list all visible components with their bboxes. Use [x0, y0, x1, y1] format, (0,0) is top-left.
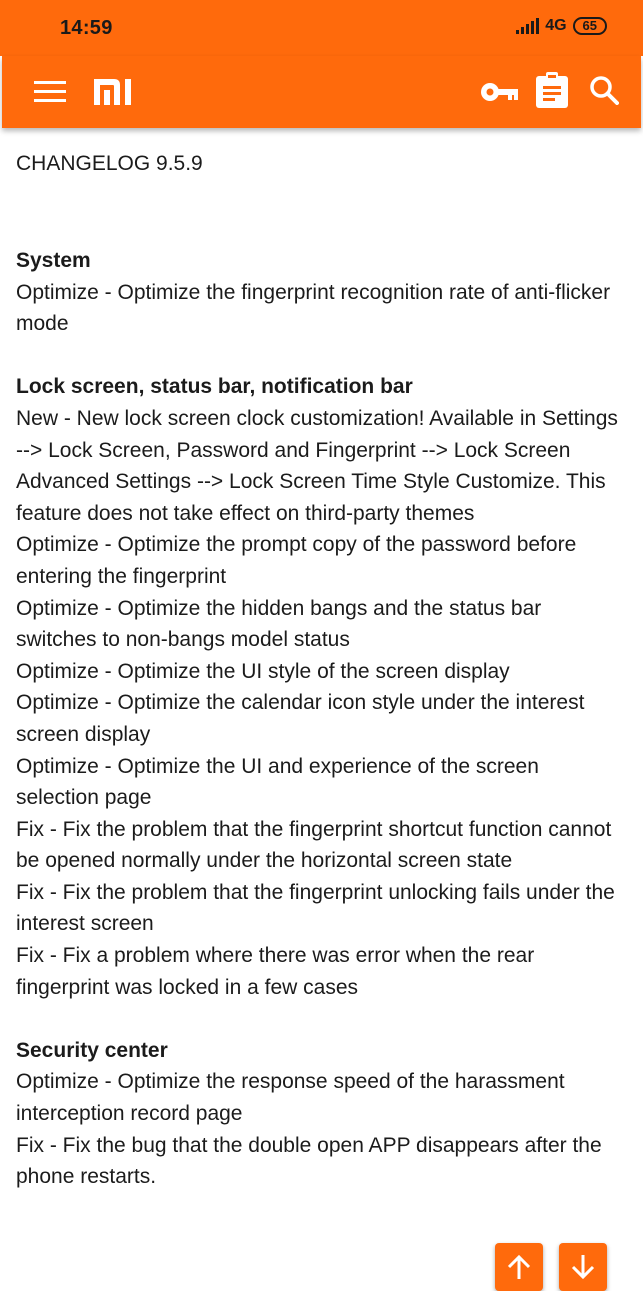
changelog-item: Optimize - Optimize the prompt copy of the password before entering the fingerprint — [16, 533, 577, 588]
changelog-item: Fix - Fix the problem that the fingerprint unlocking fails under the interest screen — [16, 880, 615, 936]
section-heading: Security center — [16, 1038, 168, 1062]
search-icon[interactable] — [582, 68, 626, 112]
changelog-title: CHANGELOG 9.5.9 — [16, 152, 203, 175]
arrow-up-icon — [507, 1254, 531, 1280]
clipboard-icon[interactable] — [530, 66, 574, 114]
section-heading: Lock screen, status bar, notification bar — [16, 375, 413, 399]
changelog-item: Optimize - Optimize the UI and experience of the screen selection page — [16, 754, 539, 810]
arrow-down-icon — [571, 1254, 595, 1280]
spacer — [16, 182, 626, 245]
section-system — [16, 245, 626, 340]
section-heading: System — [16, 249, 91, 272]
changelog-item: New - New lock screen clock customization! Available in Settings --> Lock Screen, Password and Fingerprint --> Lock Screen Advanced Settings --> Lock Screen Time Style Customize. This feature does not take effect on third-party themes — [16, 406, 618, 525]
app-toolbar — [2, 56, 641, 128]
scroll-up-button[interactable] — [495, 1243, 543, 1291]
scroll-down-button[interactable] — [559, 1243, 607, 1291]
changelog-item: Fix - Fix the problem that the fingerprint shortcut function cannot be opened normally under the horizontal screen state — [16, 817, 612, 873]
changelog-item: Optimize - Optimize the UI style of the screen display — [16, 659, 510, 683]
section-security-center — [16, 1035, 626, 1193]
menu-icon[interactable] — [32, 74, 68, 110]
changelog-item: Fix - Fix a problem where there was error when the rear fingerprint was locked in a few cases — [16, 944, 535, 999]
section-lock-screen — [16, 371, 626, 1003]
spacer — [16, 340, 626, 372]
status-right — [516, 17, 607, 35]
changelog-content — [16, 142, 626, 1193]
key-icon[interactable] — [478, 70, 522, 114]
mi-logo — [92, 72, 138, 112]
changelog-item: Optimize - Optimize the response speed of the harassment interception record page — [16, 1070, 565, 1126]
signal-icon — [516, 18, 539, 34]
changelog-item: Optimize - Optimize the fingerprint recognition rate of anti-flicker mode — [16, 280, 611, 336]
changelog-item: Optimize - Optimize the calendar icon style under the interest screen display — [16, 691, 585, 746]
status-bar — [0, 0, 643, 56]
spacer — [16, 1003, 626, 1035]
network-type: 4G — [545, 17, 567, 34]
status-time: 14:59 — [60, 17, 113, 39]
changelog-item: Fix - Fix the bug that the double open APP disappears after the phone restarts. — [16, 1133, 602, 1189]
battery-indicator: 65 — [573, 17, 607, 35]
changelog-item: Optimize - Optimize the hidden bangs and the status bar switches to non-bangs model status — [16, 596, 542, 652]
